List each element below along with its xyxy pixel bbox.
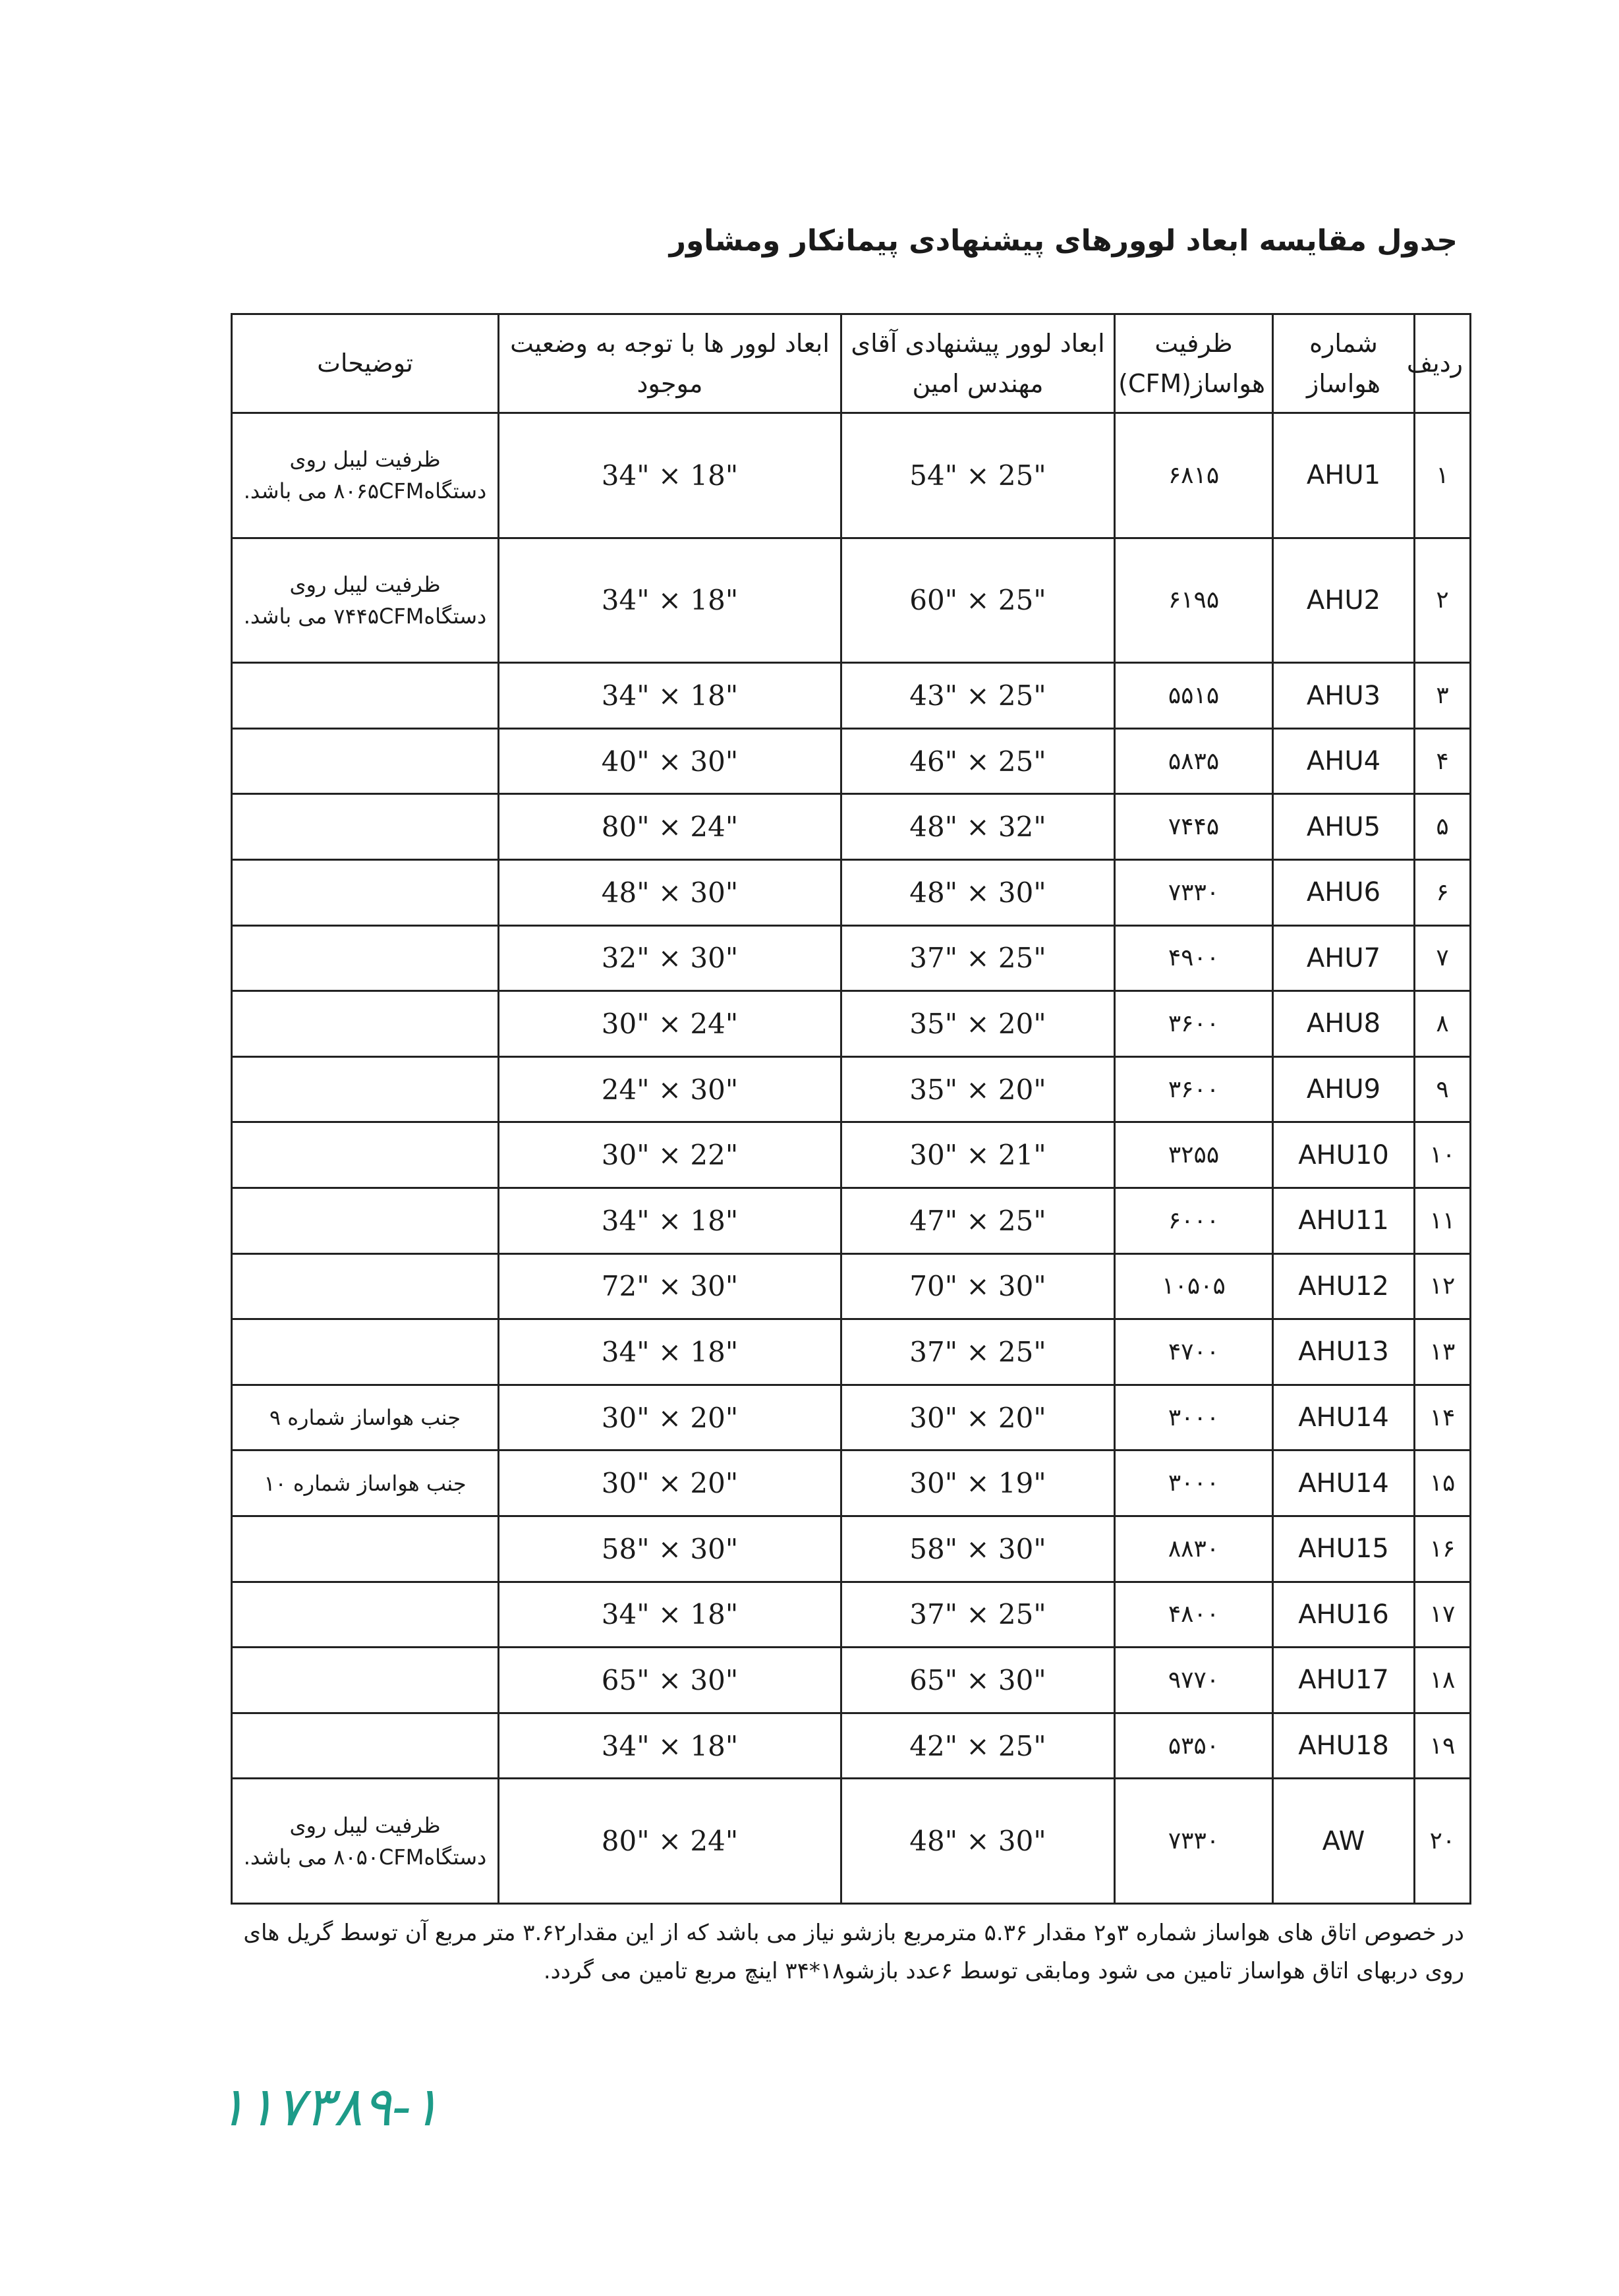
- cell-notes: [232, 1713, 499, 1779]
- header-capacity: ظرفیت هواساز(CFM): [1115, 314, 1273, 413]
- cell-existing-dimensions: 34" × 18": [499, 1319, 841, 1385]
- cell-capacity: ۵۵۱۵: [1115, 663, 1273, 729]
- cell-proposed-dimensions: 30" × 19": [841, 1450, 1115, 1516]
- cell-unit-number: AHU4: [1273, 728, 1415, 794]
- table-row: [232, 1713, 1471, 1779]
- cell-proposed-dimensions: 35" × 20": [841, 1056, 1115, 1122]
- cell-proposed-dimensions: 60" × 25": [841, 538, 1115, 663]
- cell-capacity: ۳۶۰۰: [1115, 1056, 1273, 1122]
- cell-capacity: ۳۰۰۰: [1115, 1450, 1273, 1516]
- cell-existing-dimensions: 34" × 18": [499, 1713, 841, 1779]
- cell-row-number: ۹: [1415, 1056, 1471, 1122]
- cell-unit-number: AHU12: [1273, 1253, 1415, 1319]
- cell-notes: [232, 728, 499, 794]
- cell-unit-number: AHU13: [1273, 1319, 1415, 1385]
- cell-row-number: ۱۰: [1415, 1122, 1471, 1188]
- cell-capacity: ۴۹۰۰: [1115, 925, 1273, 991]
- cell-proposed-dimensions: 30" × 20": [841, 1385, 1115, 1450]
- header-row-number: ردیف: [1415, 314, 1471, 413]
- cell-notes: [232, 1122, 499, 1188]
- table-row: [232, 1253, 1471, 1319]
- cell-row-number: ۴: [1415, 728, 1471, 794]
- table-row: [232, 1516, 1471, 1582]
- cell-row-number: ۲: [1415, 538, 1471, 663]
- cell-existing-dimensions: 34" × 18": [499, 538, 841, 663]
- cell-notes: [232, 991, 499, 1057]
- cell-capacity: ۶۸۱۵: [1115, 413, 1273, 538]
- cell-row-number: ۱۲: [1415, 1253, 1471, 1319]
- table-row: [232, 1779, 1471, 1904]
- footnote: در خصوص اتاق های هواساز شماره ۳و۲ مقدار ۵.۳۶ مترمربع بازشو نیاز می باشد که از این مقدار۳.۶۲ متر مربع آن توسط گریل های روی دربهای اتاق هواساز تامین می شود ومابقی توسط ۶عدد بازشو۱۸*۳۴ اینچ مربع تامین می گردد.: [243, 1920, 1464, 1984]
- table-row: [232, 413, 1471, 538]
- cell-existing-dimensions: 24" × 30": [499, 1056, 841, 1122]
- cell-row-number: ۳: [1415, 663, 1471, 729]
- header-proposed-dimensions: ابعاد لوور پیشنهادی آقای مهندس امین: [841, 314, 1115, 413]
- cell-proposed-dimensions: 54" × 25": [841, 413, 1115, 538]
- cell-proposed-dimensions: 58" × 30": [841, 1516, 1115, 1582]
- header-existing-dimensions: ابعاد لوور ها با توجه به وضعیت موجود: [499, 314, 841, 413]
- cell-proposed-dimensions: 30" × 21": [841, 1122, 1115, 1188]
- cell-notes: [232, 794, 499, 860]
- table-row: [232, 663, 1471, 729]
- cell-notes: ظرفیت لیبل روی دستگاه۸۰۶۵CFM می باشد.: [232, 413, 499, 538]
- table-row: [232, 1582, 1471, 1648]
- cell-row-number: ۱۵: [1415, 1450, 1471, 1516]
- cell-capacity: ۷۴۴۵: [1115, 794, 1273, 860]
- table-body: [232, 413, 1471, 1904]
- table-row: [232, 538, 1471, 663]
- cell-notes: ظرفیت لیبل روی دستگاه۸۰۵۰CFM می باشد.: [232, 1779, 499, 1904]
- cell-unit-number: AHU17: [1273, 1648, 1415, 1713]
- table-row: [232, 925, 1471, 991]
- cell-capacity: ۶۱۹۵: [1115, 538, 1273, 663]
- cell-notes: [232, 1319, 499, 1385]
- table-header-row: [232, 314, 1471, 413]
- page-title: جدول مقایسه ابعاد لوورهای پیشنهادی پیمانکار ومشاور: [669, 224, 1458, 258]
- cell-capacity: ۵۳۵۰: [1115, 1713, 1273, 1779]
- cell-existing-dimensions: 40" × 30": [499, 728, 841, 794]
- cell-existing-dimensions: 48" × 30": [499, 860, 841, 926]
- cell-existing-dimensions: 80" × 24": [499, 794, 841, 860]
- cell-unit-number: AHU18: [1273, 1713, 1415, 1779]
- cell-notes: [232, 1253, 499, 1319]
- cell-unit-number: AHU14: [1273, 1385, 1415, 1450]
- table-row: [232, 1385, 1471, 1450]
- cell-row-number: ۱۴: [1415, 1385, 1471, 1450]
- table-row: [232, 794, 1471, 860]
- cell-row-number: ۶: [1415, 860, 1471, 926]
- cell-proposed-dimensions: 37" × 25": [841, 925, 1115, 991]
- cell-capacity: ۹۷۷۰: [1115, 1648, 1273, 1713]
- cell-existing-dimensions: 30" × 20": [499, 1450, 841, 1516]
- louver-comparison-table-wrap: [231, 313, 1469, 1905]
- cell-proposed-dimensions: 47" × 25": [841, 1188, 1115, 1253]
- cell-existing-dimensions: 30" × 22": [499, 1122, 841, 1188]
- cell-notes: [232, 925, 499, 991]
- cell-proposed-dimensions: 48" × 32": [841, 794, 1115, 860]
- cell-unit-number: AHU15: [1273, 1516, 1415, 1582]
- cell-notes: [232, 1056, 499, 1122]
- cell-proposed-dimensions: 48" × 30": [841, 1779, 1115, 1904]
- cell-notes: [232, 1582, 499, 1648]
- cell-unit-number: AHU16: [1273, 1582, 1415, 1648]
- cell-row-number: ۲۰: [1415, 1779, 1471, 1904]
- cell-unit-number: AHU6: [1273, 860, 1415, 926]
- table-row: [232, 1319, 1471, 1385]
- cell-row-number: ۷: [1415, 925, 1471, 991]
- cell-existing-dimensions: 32" × 30": [499, 925, 841, 991]
- table-row: [232, 991, 1471, 1057]
- cell-unit-number: AHU11: [1273, 1188, 1415, 1253]
- cell-notes: [232, 1516, 499, 1582]
- cell-proposed-dimensions: 48" × 30": [841, 860, 1115, 926]
- cell-row-number: ۵: [1415, 794, 1471, 860]
- cell-existing-dimensions: 30" × 20": [499, 1385, 841, 1450]
- cell-capacity: ۷۳۳۰: [1115, 1779, 1273, 1904]
- cell-capacity: ۳۲۵۵: [1115, 1122, 1273, 1188]
- cell-row-number: ۸: [1415, 991, 1471, 1057]
- cell-capacity: ۴۷۰۰: [1115, 1319, 1273, 1385]
- cell-existing-dimensions: 34" × 18": [499, 1188, 841, 1253]
- cell-unit-number: AHU3: [1273, 663, 1415, 729]
- cell-row-number: ۱۱: [1415, 1188, 1471, 1253]
- cell-unit-number: AHU1: [1273, 413, 1415, 538]
- cell-existing-dimensions: 80" × 24": [499, 1779, 841, 1904]
- cell-proposed-dimensions: 43" × 25": [841, 663, 1115, 729]
- table-row: [232, 1122, 1471, 1188]
- cell-notes: [232, 1648, 499, 1713]
- cell-unit-number: AHU2: [1273, 538, 1415, 663]
- cell-proposed-dimensions: 42" × 25": [841, 1713, 1115, 1779]
- cell-row-number: ۱۶: [1415, 1516, 1471, 1582]
- cell-notes: [232, 1188, 499, 1253]
- cell-row-number: ۱۳: [1415, 1319, 1471, 1385]
- table-row: [232, 728, 1471, 794]
- cell-existing-dimensions: 34" × 18": [499, 413, 841, 538]
- cell-proposed-dimensions: 37" × 25": [841, 1319, 1115, 1385]
- cell-row-number: ۱۹: [1415, 1713, 1471, 1779]
- louver-comparison-table: [231, 313, 1471, 1905]
- cell-notes: جنب هواساز شماره ۹: [232, 1385, 499, 1450]
- cell-proposed-dimensions: 65" × 30": [841, 1648, 1115, 1713]
- header-notes: توضیحات: [232, 314, 499, 413]
- cell-row-number: ۱۸: [1415, 1648, 1471, 1713]
- cell-unit-number: AHU7: [1273, 925, 1415, 991]
- cell-unit-number: AHU9: [1273, 1056, 1415, 1122]
- cell-proposed-dimensions: 70" × 30": [841, 1253, 1115, 1319]
- cell-capacity: ۴۸۰۰: [1115, 1582, 1273, 1648]
- cell-row-number: ۱۷: [1415, 1582, 1471, 1648]
- table-row: [232, 1648, 1471, 1713]
- table-row: [232, 860, 1471, 926]
- table-row: [232, 1056, 1471, 1122]
- cell-notes: جنب هواساز شماره ۱۰: [232, 1450, 499, 1516]
- cell-capacity: ۶۰۰۰: [1115, 1188, 1273, 1253]
- cell-capacity: ۱۰۵۰۵: [1115, 1253, 1273, 1319]
- cell-existing-dimensions: 65" × 30": [499, 1648, 841, 1713]
- cell-existing-dimensions: 58" × 30": [499, 1516, 841, 1582]
- cell-row-number: ۱: [1415, 413, 1471, 538]
- cell-proposed-dimensions: 35" × 20": [841, 991, 1115, 1057]
- cell-existing-dimensions: 34" × 18": [499, 663, 841, 729]
- header-unit-number: شماره هواساز: [1273, 314, 1415, 413]
- cell-existing-dimensions: 34" × 18": [499, 1582, 841, 1648]
- cell-notes: [232, 860, 499, 926]
- cell-proposed-dimensions: 37" × 25": [841, 1582, 1115, 1648]
- cell-unit-number: AHU10: [1273, 1122, 1415, 1188]
- cell-capacity: ۸۸۳۰: [1115, 1516, 1273, 1582]
- cell-existing-dimensions: 72" × 30": [499, 1253, 841, 1319]
- handwritten-number: ۱۱۷۳۸۹-۱: [217, 2076, 440, 2138]
- cell-notes: [232, 663, 499, 729]
- cell-existing-dimensions: 30" × 24": [499, 991, 841, 1057]
- cell-unit-number: AHU14: [1273, 1450, 1415, 1516]
- cell-capacity: ۳۶۰۰: [1115, 991, 1273, 1057]
- cell-unit-number: AHU8: [1273, 991, 1415, 1057]
- table-row: [232, 1450, 1471, 1516]
- cell-unit-number: AW: [1273, 1779, 1415, 1904]
- cell-capacity: ۷۳۳۰: [1115, 860, 1273, 926]
- cell-notes: ظرفیت لیبل روی دستگاه۷۴۴۵CFM می باشد.: [232, 538, 499, 663]
- table-row: [232, 1188, 1471, 1253]
- cell-proposed-dimensions: 46" × 25": [841, 728, 1115, 794]
- cell-unit-number: AHU5: [1273, 794, 1415, 860]
- cell-capacity: ۵۸۳۵: [1115, 728, 1273, 794]
- cell-capacity: ۳۰۰۰: [1115, 1385, 1273, 1450]
